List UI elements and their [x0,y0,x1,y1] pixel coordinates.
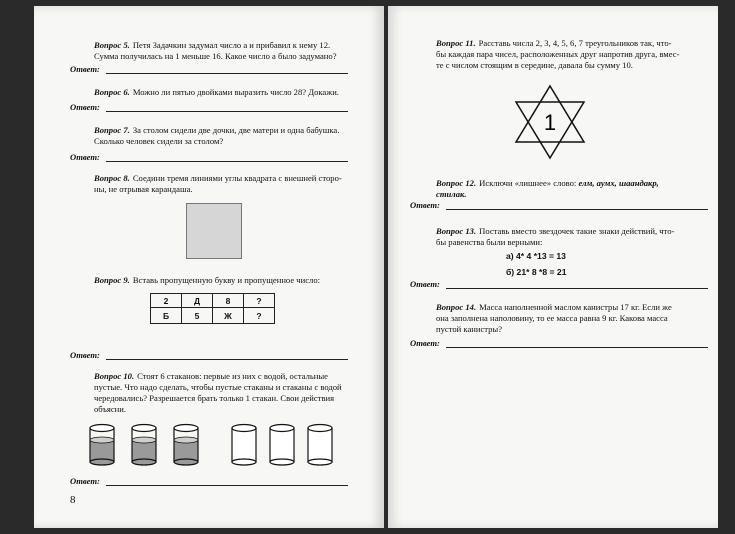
question-14-label: Вопрос 14. [436,302,477,312]
equation-a: а) 4* 4 *13 = 13 [506,251,566,261]
answer-9 [70,350,350,361]
question-7-text-line1: За столом сидели две дочки, две матери и одна бабушка. [132,125,340,135]
question-6-text-line1: Можно ли пятью двойками выразить число 28? Докажи. [132,87,339,97]
question-10-text-line1: Стоят 6 стаканов: первые из них с водой, остальные [137,371,328,381]
answer-14 [410,338,710,349]
question-5-text-line1: Петя Задачкин задумал число а и прибавил к нему 12. [132,40,331,50]
question-13-text-line2: бы равенства были верными: [436,237,543,247]
question-10 [94,371,384,415]
question-11-text-line2: бы каждая пара чисел, расположенных друг напротив друга, вмес- [436,49,680,59]
question-14 [436,302,711,335]
question-14-text-line2: она заполнена наполовину, то ее масса равна 9 кг. Какова масса [436,313,668,323]
question-12-words: елм, аумх, шаандакр, [578,178,659,188]
equation-b: б) 21* 8 *8 = 21 [506,267,567,277]
question-8-text-line1: Соедини тремя линиями углы квадрата с внешней сторо- [132,173,342,183]
answer-9-line[interactable] [106,359,348,360]
question-14-text-line3: пустой канистры? [436,324,503,334]
question-5 [94,40,374,62]
star-of-david-diagram [510,82,590,162]
glass-with-water-icon[interactable] [90,425,114,466]
answer-7 [70,152,350,163]
answer-10 [70,476,350,487]
question-5-text-line2: Сумма получилась на 1 меньше 16. Какое число а было задумано? [94,51,337,61]
question-12-words-line2: стилак. [436,189,467,199]
question-7-text-line2: Сколько человек сидели за столом? [94,136,224,146]
answer-6 [70,102,350,113]
left-page [34,6,384,528]
question-9 [94,275,374,286]
table-cell: 2 [151,294,182,308]
question-11 [436,38,711,71]
empty-glass-icon[interactable] [232,425,256,466]
question-10-label: Вопрос 10. [94,371,135,381]
question-13-text-line1: Поставь вместо звездочек такие знаки действий, что- [479,226,675,236]
question-11-text-line1: Расставь числа 2, 3, 4, 5, 6, 7 треугольников так, что- [478,38,672,48]
answer-14-line[interactable] [446,347,708,348]
question-10-text-line4: объясни. [94,404,127,414]
page-number: 8 [70,494,76,506]
question-8-text-line2: ны, не отрывая карандаша. [94,184,193,194]
table-row [151,308,275,324]
answer-7-label: Ответ: [70,152,100,162]
question-7 [94,125,374,147]
answer-9-label: Ответ: [70,350,100,360]
right-page [388,6,718,528]
question-11-label: Вопрос 11. [436,38,476,48]
question-12 [436,178,711,200]
empty-glass-icon[interactable] [308,425,332,466]
answer-14-label: Ответ: [410,338,440,348]
glass-with-water-icon[interactable] [174,425,198,466]
answer-12-label: Ответ: [410,200,440,210]
answer-5-line[interactable] [106,73,348,74]
answer-5 [70,64,350,75]
answer-12-line[interactable] [446,209,708,210]
question-6 [94,87,374,98]
table-cell: 8 [213,294,244,308]
question-5-label: Вопрос 5. [94,40,130,50]
answer-10-label: Ответ: [70,476,100,486]
question-11-text-line3: те с числом стоящим в середине, давала бы сумму 10. [436,60,633,70]
question-9-label: Вопрос 9. [94,275,130,285]
question-8-label: Вопрос 8. [94,173,130,183]
answer-6-line[interactable] [106,111,348,112]
question-9-table [150,293,275,324]
question-8 [94,173,374,195]
answer-13 [410,279,710,290]
table-cell: 5 [182,308,213,324]
glasses-illustration [84,420,344,468]
answer-13-line[interactable] [446,288,708,289]
question-14-text-line1: Масса наполненной маслом канистры 17 кг. Если же [479,302,672,312]
table-cell: Ж [213,308,244,324]
question-6-label: Вопрос 6. [94,87,130,97]
answer-10-line[interactable] [106,485,348,486]
table-row [151,294,275,308]
answer-5-label: Ответ: [70,64,100,74]
table-cell: Б [151,308,182,324]
answer-6-label: Ответ: [70,102,100,112]
empty-glass-icon[interactable] [270,425,294,466]
question-7-label: Вопрос 7. [94,125,130,135]
table-cell: Д [182,294,213,308]
question-10-text-line3: чередовались? Разрешается брать только 1 стакан. Свои действия [94,393,335,403]
question-13 [436,226,711,248]
star-center-number: 1 [543,110,557,135]
question-12-label: Вопрос 12. [436,178,477,188]
table-cell[interactable]: ? [244,294,275,308]
glass-with-water-icon[interactable] [132,425,156,466]
question-13-label: Вопрос 13. [436,226,477,236]
table-cell[interactable]: ? [244,308,275,324]
question-9-text-line1: Вставь пропущенную букву и пропущенное число: [132,275,321,285]
answer-12 [410,200,710,211]
question-10-text-line2: пустые. Что надо сделать, чтобы пустые стаканы и стаканы с водой [94,382,342,392]
answer-7-line[interactable] [106,161,348,162]
question-8-square[interactable] [186,203,242,259]
answer-13-label: Ответ: [410,279,440,289]
question-12-text-line1: Исключи «лишнее» слово: [479,178,577,188]
